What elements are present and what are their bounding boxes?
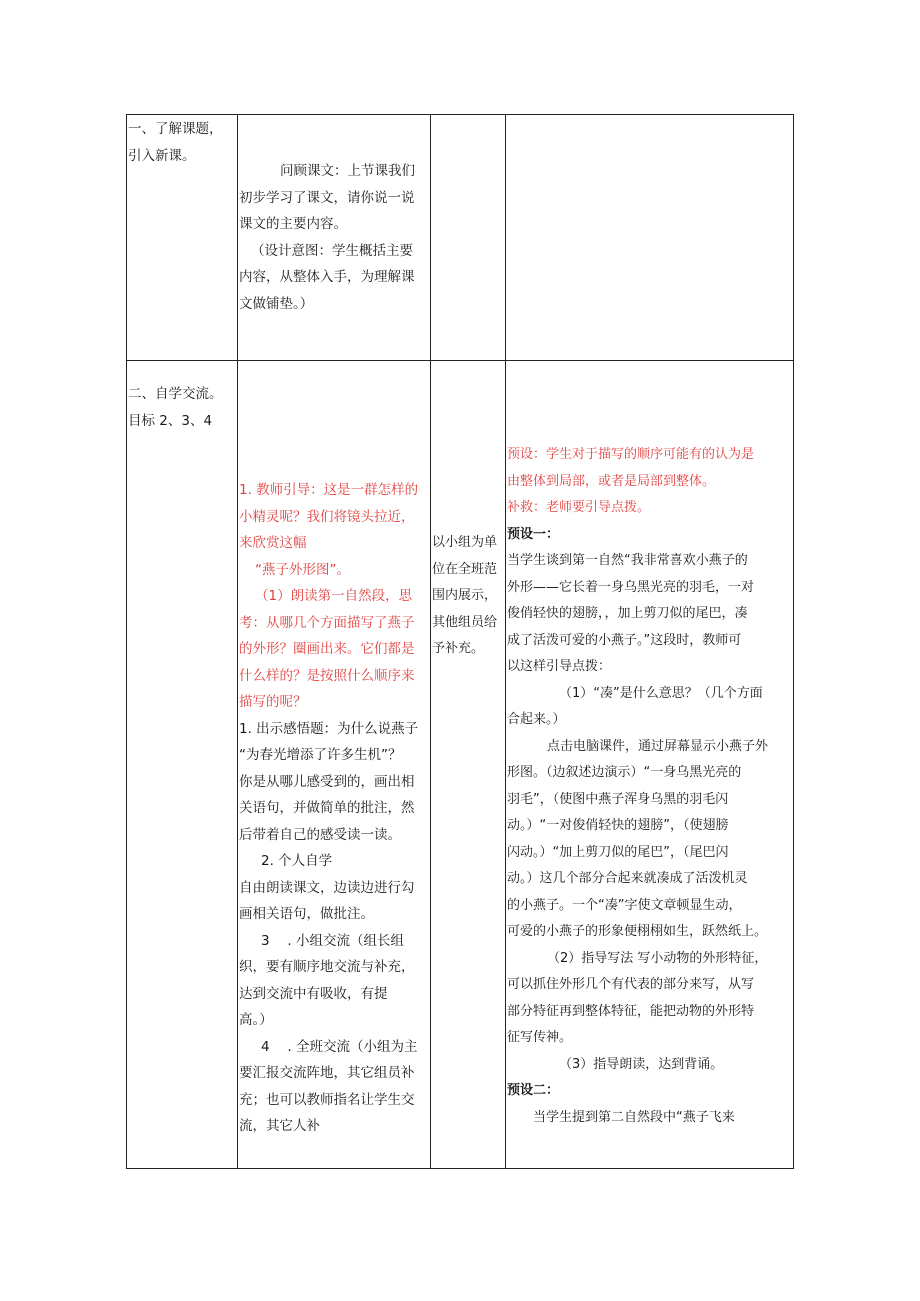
row1-teacher-line: 内容，从整体入手，为理解课 xyxy=(239,269,415,285)
table-border-right xyxy=(793,114,794,1169)
preset1-line: 征写传神。 xyxy=(507,1030,573,1045)
row2-stage-line: 二、自学交流。 xyxy=(128,386,223,402)
preset1-line: 闪动。）“加上剪刀似的尾巴”，（尾巴闪 xyxy=(507,844,729,860)
table-border-top xyxy=(126,114,794,115)
row-divider xyxy=(126,360,794,361)
teacher-activity-line: 你是从哪儿感受到的，画出相 xyxy=(239,773,415,790)
preset1-line: 羽毛”，（使图中燕子浑身乌黑的羽毛闪 xyxy=(507,791,729,807)
preset1-line: 以这样引导点拨： xyxy=(507,659,612,674)
teacher-activity-line: 流，其它人补 xyxy=(239,1118,320,1134)
row2-stage-cell xyxy=(128,381,236,434)
preset1-line: 形图。（边叙述边演示）“一身乌黑光亮的 xyxy=(507,765,742,780)
preset1-line: 可以抓住外形几个有代表的部分来写，从写 xyxy=(507,977,755,992)
preset1-line: （2）指导写法 写小动物的外形特征， xyxy=(547,950,768,966)
row1-stage-cell xyxy=(128,116,236,169)
row2-notes-cell xyxy=(507,442,793,1131)
preset-note-line: 由整体到局部，或者是局部到整体。 xyxy=(507,473,716,489)
preset1-line: 俊俏轻快的翅膀，，加上剪刀似的尾巴，凑 xyxy=(507,606,748,621)
preset1-line: （3）指导朗读，达到背诵。 xyxy=(559,1056,724,1072)
preset1-line: 动。）这几个部分合起来就凑成了活泼机灵 xyxy=(507,871,748,886)
preset-note-line: 预设：学生对于描写的顺序可能有的认为是 xyxy=(507,447,755,462)
student-activity-line: 其他组员给 xyxy=(432,614,498,630)
teacher-guide-line: 描写的呢？ xyxy=(239,694,307,710)
student-activity-line: 位在全班范 xyxy=(432,561,498,577)
teacher-guide-line: “燕子外形图”。 xyxy=(255,561,350,578)
column-divider-2 xyxy=(430,114,431,1169)
remedy-note-line: 补救：老师要引导点拨。 xyxy=(507,500,651,515)
row1-stage-line: 一、了解课题， xyxy=(128,121,223,137)
teacher-guide-line: 的外形？圈画出来。它们都是 xyxy=(239,641,415,657)
preset2-heading: 预设二： xyxy=(507,1083,560,1098)
preset1-line: 的小燕子。一个“凑”字使文章顿显生动， xyxy=(507,897,742,913)
teacher-guide-line: 什么样的？是按照什么顺序来 xyxy=(239,667,415,684)
teacher-activity-line: 4 . 全班交流（小组为主 xyxy=(261,1038,418,1055)
teacher-guide-line: 小精灵呢？我们将镜头拉近， xyxy=(239,508,415,525)
teacher-activity-line: “为春光增添了许多生机”？ xyxy=(239,747,402,763)
teacher-activity-line: 3 . 小组交流（组长组 xyxy=(261,932,404,949)
row2-student-cell xyxy=(432,530,504,663)
preset1-line: 部分特征再到整体特征，能把动物的外形特 xyxy=(507,1003,755,1019)
teacher-activity-line: 画相关语句，做批注。 xyxy=(239,906,374,922)
teacher-guide-line: 来欣赏这幅 xyxy=(239,535,307,551)
student-activity-line: 围内展示， xyxy=(432,588,498,603)
preset2-line: 当学生提到第二自然段中“燕子飞来 xyxy=(533,1109,735,1125)
row2-stage-line: 目标 2、3、4 xyxy=(128,412,213,429)
teacher-guide-line: （1）朗读第一自然段，思 xyxy=(255,588,413,604)
teacher-activity-line: 充；也可以教师指名让学生交 xyxy=(239,1091,415,1108)
teacher-guide-line: 考：从哪几个方面描写了燕子 xyxy=(239,614,415,631)
preset1-line: 动。）“一对俊俏轻快的翅膀”，（使翅膀 xyxy=(507,818,729,833)
teacher-activity-line: 要汇报交流阵地，其它组员补 xyxy=(239,1065,415,1081)
teacher-activity-line: 2. 个人自学 xyxy=(261,853,333,869)
student-activity-line: 以小组为单 xyxy=(432,535,498,550)
teacher-activity-line: 高。） xyxy=(239,1012,273,1028)
table-border-left xyxy=(126,114,127,1169)
row1-teacher-line: 课文的主要内容。 xyxy=(239,216,347,232)
teacher-activity-line: 1. 出示感悟题：为什么说燕子 xyxy=(239,720,419,737)
row1-stage-line: 引入新课。 xyxy=(128,147,196,164)
row2-teacher-cell xyxy=(239,477,429,1140)
preset1-line: 可爱的小燕子的形象便栩栩如生，跃然纸上。 xyxy=(507,924,768,939)
preset1-line: （1）“凑”是什么意思？（几个方面 xyxy=(559,685,763,701)
teacher-activity-line: 达到交流中有吸收，有提 xyxy=(239,985,388,1002)
column-divider-1 xyxy=(237,114,238,1169)
student-activity-line: 予补充。 xyxy=(432,641,485,656)
row1-teacher-cell xyxy=(239,158,429,317)
teacher-activity-line: 织，要有顺序地交流与补充， xyxy=(239,959,415,975)
column-divider-3 xyxy=(505,114,506,1169)
teacher-guide-line: 1. 教师引导：这是一群怎样的 xyxy=(239,482,419,498)
preset1-line: 合起来。） xyxy=(507,712,566,727)
preset1-line: 点击电脑课件，通过屏幕显示小燕子外 xyxy=(547,738,769,754)
teacher-activity-line: 后带着自己的感受读一读。 xyxy=(239,826,401,843)
preset1-line: 当学生谈到第一自然“我非常喜欢小燕子的 xyxy=(507,553,748,568)
preset1-line: 外形——它长着一身乌黑光亮的羽毛，一对 xyxy=(507,579,755,595)
preset1-heading: 预设一： xyxy=(507,526,560,542)
table-border-bottom xyxy=(126,1168,794,1169)
row1-teacher-line: 初步学习了课文，请你说一说 xyxy=(239,189,415,206)
row1-teacher-line: （设计意图：学生概括主要 xyxy=(251,242,413,259)
row1-teacher-line: 问顾课文：上节课我们 xyxy=(280,163,415,179)
teacher-activity-line: 自由朗读课文，边读边进行勾 xyxy=(239,879,415,896)
teacher-activity-line: 关语句，并做简单的批注，然 xyxy=(239,800,415,816)
row1-teacher-line: 文做铺垫。） xyxy=(239,295,314,312)
preset1-line: 成了活泼可爱的小燕子。”这段时，教师可 xyxy=(507,632,742,648)
